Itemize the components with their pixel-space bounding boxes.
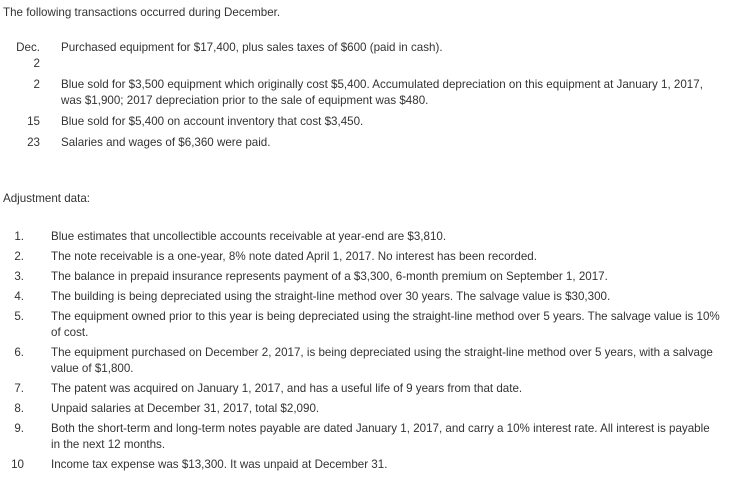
transaction-description: Blue sold for $3,500 equipment which originally cost $5,400. Accumulated depreciation on this equipment at January 1, 2017, was $1,900; 2017 depreciation prior to the sale of equipment was $480. (61, 78, 703, 107)
adjustment-text: Income tax expense was $13,300. It was unpaid at December 31. (51, 458, 388, 471)
transaction-row (0, 77, 735, 109)
adjustment-text: Blue estimates that uncollectible accounts receivable at year-end are $3,810. (51, 230, 447, 243)
adjustment-item (0, 345, 735, 377)
transaction-description: Salaries and wages of $6,360 were paid. (61, 136, 271, 149)
intro-text: The following transactions occurred during December. (3, 6, 281, 19)
transaction-date: 15 (27, 115, 40, 128)
adjustment-text: The balance in prepaid insurance represents payment of a $3,300, 6-month premium on September 1, 2017. (51, 270, 608, 283)
adjustment-number: 4. (14, 290, 24, 303)
adjustment-number: 1. (14, 230, 24, 243)
transaction-date: 23 (27, 136, 40, 149)
adjustment-number: 6. (14, 346, 24, 359)
adjustment-item (0, 249, 735, 265)
adjustment-text: The note receivable is a one-year, 8% note dated April 1, 2017. No interest has been recorded. (51, 250, 537, 263)
transaction-date: 2 (33, 78, 40, 91)
adjustment-item (0, 421, 735, 453)
adjustment-text: The equipment owned prior to this year is being depreciated using the straight-line method over 5 years. The salvage value is 10% of cost. (51, 310, 720, 339)
transaction-description: Blue sold for $5,400 on account inventory that cost $3,450. (61, 115, 364, 128)
transaction-day: 2 (33, 57, 40, 70)
adjustment-text: The equipment purchased on December 2, 2017, is being depreciated using the straight-line method over 5 years, with a salvage value of $1,800. (51, 346, 713, 375)
adjustment-text: Unpaid salaries at December 31, 2017, total $2,090. (51, 402, 320, 415)
adjustment-item (0, 269, 735, 285)
transaction-date (0, 40, 40, 72)
adjustment-item (0, 401, 735, 417)
adjustment-heading: Adjustment data: (3, 192, 91, 205)
adjustment-number: 7. (14, 382, 24, 395)
adjustment-item (0, 229, 735, 245)
adjustment-number: 2. (14, 250, 24, 263)
adjustment-number: 8. (14, 402, 24, 415)
adjustment-text: The patent was acquired on January 1, 2017, and has a useful life of 9 years from that date. (51, 382, 523, 395)
adjustment-number: 9. (14, 422, 24, 435)
transaction-row (0, 114, 735, 130)
adjustment-item (0, 309, 735, 341)
adjustment-number: 10 (11, 458, 24, 471)
adjustment-text: Both the short-term and long-term notes payable are dated January 1, 2017, and carry a 10% interest rate. All interest is payable in the next 12 months. (51, 422, 710, 451)
transaction-month: Dec. (16, 41, 40, 54)
adjustment-number: 5. (14, 310, 24, 323)
transaction-row (0, 40, 735, 72)
adjustment-item (0, 381, 735, 397)
transaction-row (0, 135, 735, 151)
adjustment-text: The building is being depreciated using the straight-line method over 30 years. The salvage value is $30,300. (51, 290, 611, 303)
adjustment-list (0, 229, 735, 477)
adjustment-item (0, 289, 735, 305)
adjustment-number: 3. (14, 270, 24, 283)
adjustment-item (0, 457, 735, 473)
transactions-table (0, 40, 735, 151)
transaction-description: Purchased equipment for $17,400, plus sales taxes of $600 (paid in cash). (61, 41, 443, 54)
